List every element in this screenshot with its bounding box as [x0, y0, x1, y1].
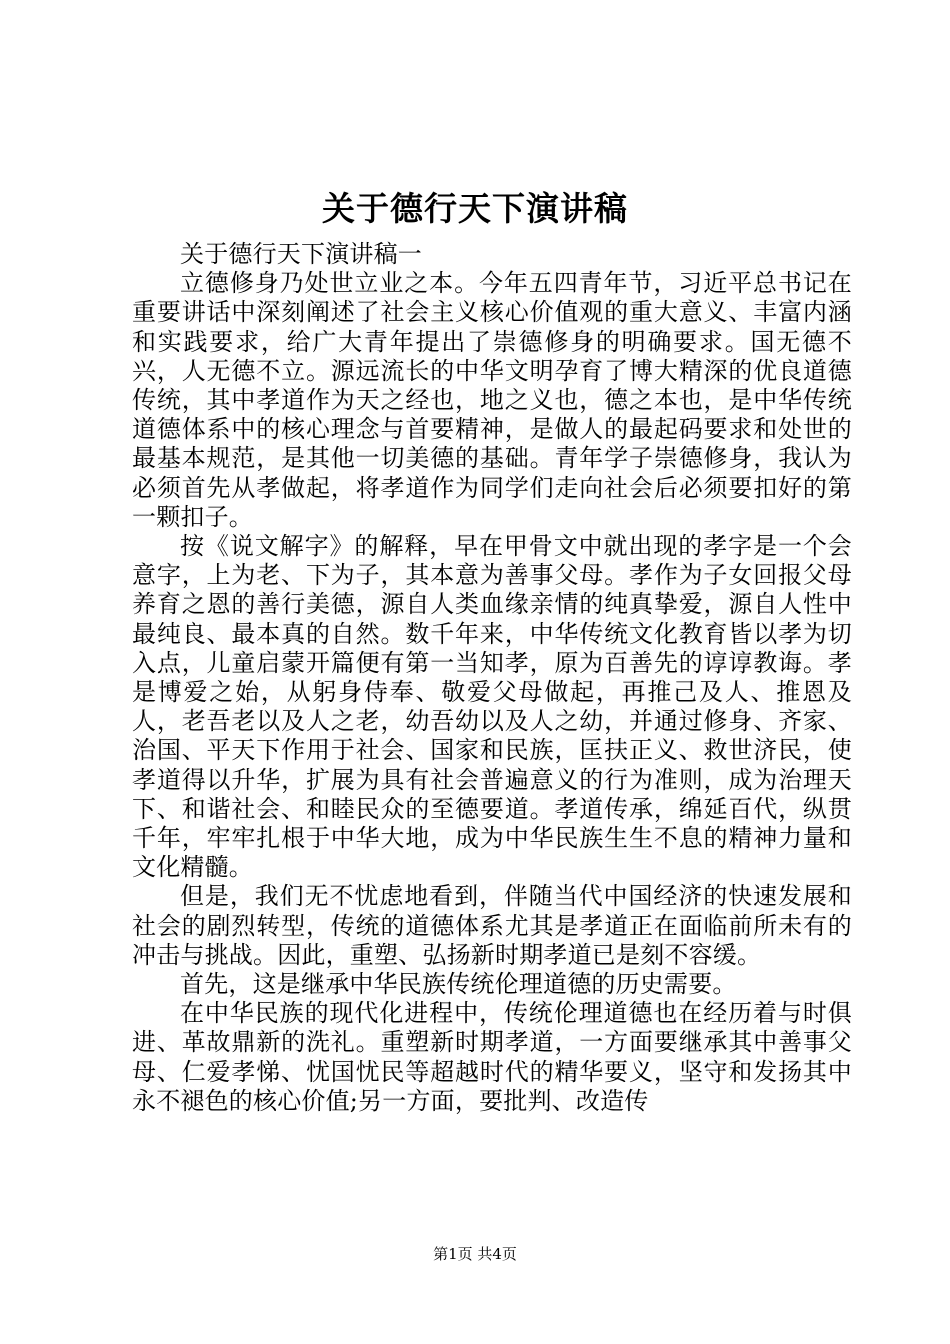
paragraph: 按《说文解字》的解释，早在甲骨文中就出现的孝字是一个会意字，上为老、下为子，其本意为善事父母。孝作为子女回报父母养育之恩的善行美德，源自人类血缘亲情的纯真挚爱，源自人性中最纯良、最本真的自然。数千年来，中华传统文化教育皆以孝为切入点，儿童启蒙开篇便有第一当知孝，原为百善先的谆谆教诲。孝是博爱之始，从躬身侍奉、敬爱父母做起，再推己及人、推恩及人，老吾老以及人之老，幼吾幼以及人之幼，并通过修身、齐家、治国、平天下作用于社会、国家和民族，匡扶正义、救世济民，使孝道得以升华，扩展为具有社会普遍意义的行为准则，成为治理天下、和谐社会、和睦民众的至德要道。孝道传承，绵延百代，纵贯千年，牢牢扎根于中华大地，成为中华民族生生不息的精神力量和文化精髓。: [132, 532, 852, 882]
paragraph: 在中华民族的现代化进程中，传统伦理道德也在经历着与时俱进、革故鼎新的洗礼。重塑新时期孝道，一方面要继承其中善事父母、仁爱孝悌、忧国忧民等超越时代的精华要义，坚守和发扬其中永不褪色的核心价值;另一方面，要批判、改造传: [132, 999, 852, 1115]
page-number-footer: 第1页 共4页: [433, 1245, 517, 1263]
paragraph: 但是，我们无不忧虑地看到，伴随当代中国经济的快速发展和社会的剧烈转型，传统的道德体系尤其是孝道正在面临前所未有的冲击与挑战。因此，重塑、弘扬新时期孝道已是刻不容缓。: [132, 882, 852, 969]
paragraph: 立德修身乃处世立业之本。今年五四青年节，习近平总书记在重要讲话中深刻阐述了社会主义核心价值观的重大意义、丰富内涵和实践要求，给广大青年提出了崇德修身的明确要求。国无德不兴，人无德不立。源远流长的中华文明孕育了博大精深的优良道德传统，其中孝道作为天之经也，地之义也，德之本也，是中华传统道德体系中的核心理念与首要精神，是做人的最起码要求和处世的最基本规范，是其他一切美德的基础。青年学子崇德修身，我认为必须首先从孝做起，将孝道作为同学们走向社会后必须要扣好的第一颗扣子。: [132, 269, 852, 531]
document-body: [132, 240, 852, 1116]
document-title: 关于德行天下演讲稿: [322, 189, 628, 228]
section-heading: 关于德行天下演讲稿一: [180, 240, 422, 268]
paragraph: 首先，这是继承中华民族传统伦理道德的历史需要。: [180, 970, 737, 999]
